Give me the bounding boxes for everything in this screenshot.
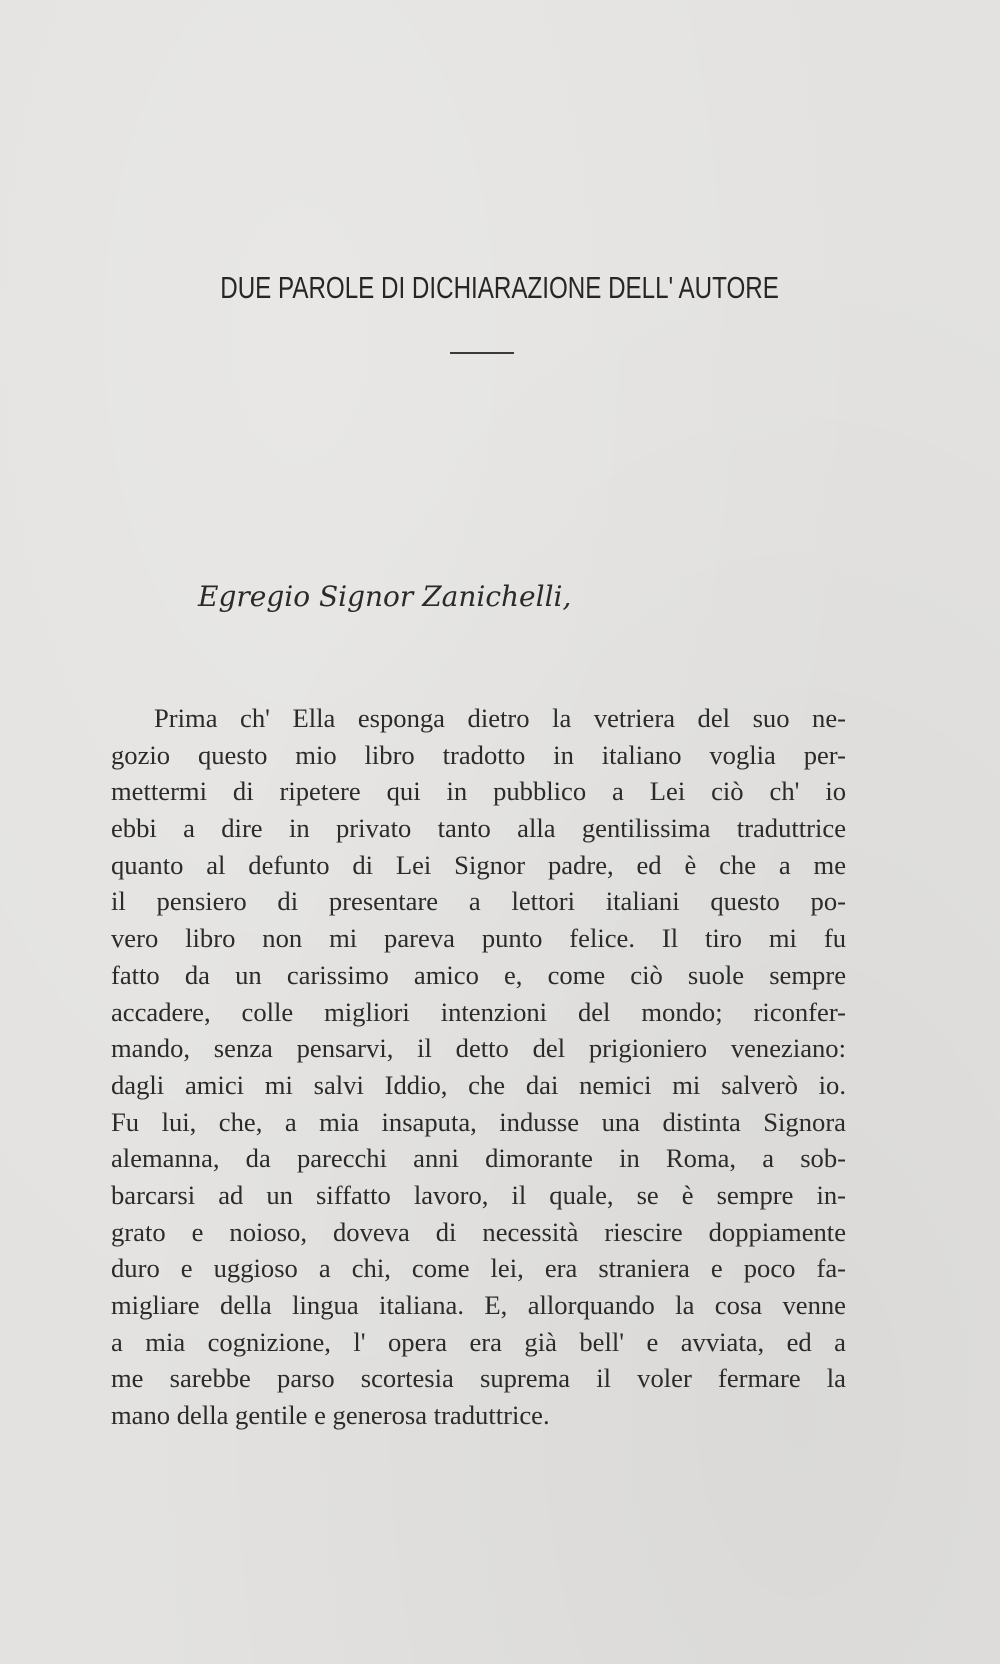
text-line: mando, senza pensarvi, il detto del prigioniero veneziano:	[111, 1033, 846, 1064]
text-line: il pensiero di presentare a lettori italiani questo po-	[111, 886, 846, 917]
text-line: barcarsi ad un siffatto lavoro, il quale, se è sempre in-	[111, 1179, 846, 1210]
page-title: DUE PAROLE DI DICHIARAZIONE DELL' AUTORE	[220, 270, 779, 305]
text-line: vero libro non mi pareva punto felice. Il tiro mi fu	[111, 923, 846, 954]
body-paragraph	[111, 700, 846, 1434]
text-line: duro e uggioso a chi, come lei, era straniera e poco fa-	[111, 1253, 846, 1284]
text-line: migliare della lingua italiana. E, allorquando la cosa venne	[111, 1290, 846, 1320]
text-line: me sarebbe parso scortesia suprema il voler fermare la	[111, 1363, 846, 1394]
text-line: grato e noioso, doveva di necessità riescire doppiamente	[111, 1216, 846, 1247]
text-line: Prima ch' Ella esponga dietro la vetriera del suo ne-	[154, 703, 846, 733]
text-line: accadere, colle migliori intenzioni del mondo; riconfer-	[111, 996, 846, 1027]
text-line: fatto da un carissimo amico e, come ciò suole sempre	[111, 959, 846, 990]
text-line: gozio questo mio libro tradotto in italiano voglia per-	[111, 739, 846, 770]
text-line: ebbi a dire in privato tanto alla gentilissima traduttrice	[111, 813, 846, 844]
text-line: mettermi di ripetere qui in pubblico a Lei ciò ch' io	[111, 776, 846, 807]
salutation: Egregio Signor Zanichelli,	[198, 580, 572, 613]
text-line: alemanna, da parecchi anni dimorante in Roma, a sob-	[111, 1143, 846, 1174]
text-line: Fu lui, che, a mia insaputa, indusse una distinta Signora	[111, 1106, 846, 1137]
text-line: dagli amici mi salvi Iddio, che dai nemici mi salverò io.	[111, 1069, 846, 1100]
text-line: mano della gentile e generosa traduttrice.	[111, 1400, 550, 1431]
text-line: quanto al defunto di Lei Signor padre, ed è che a me	[111, 849, 846, 880]
title-divider	[450, 352, 514, 354]
text-line: a mia cognizione, l' opera era già bell' e avviata, ed a	[111, 1326, 846, 1357]
